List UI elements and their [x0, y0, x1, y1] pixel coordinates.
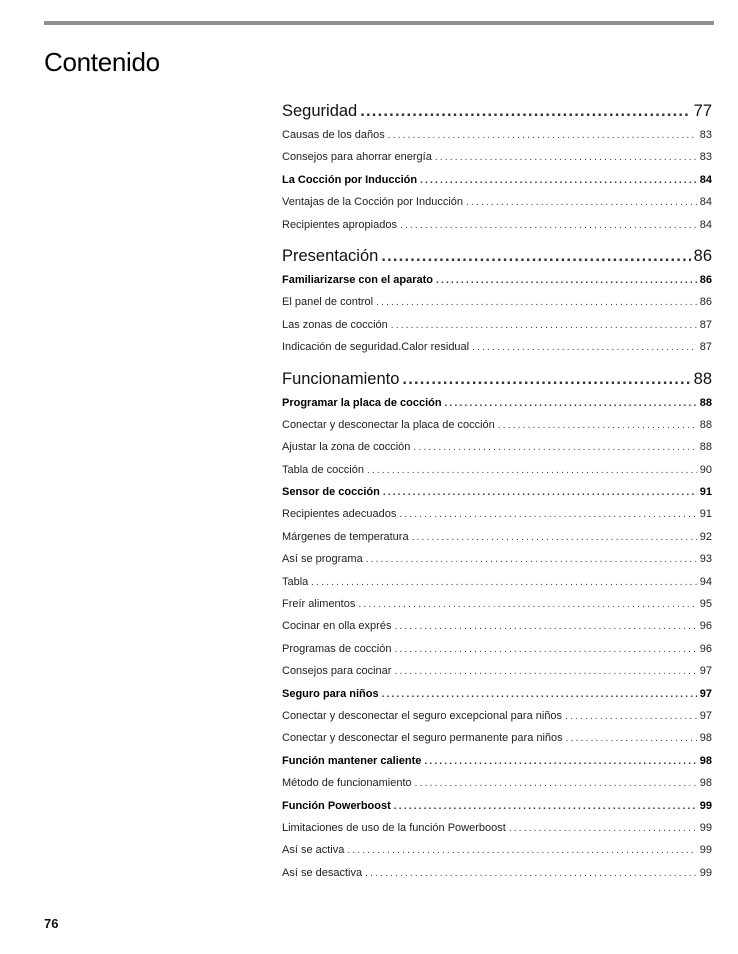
toc-heading-page: 88	[693, 369, 712, 388]
toc-entry-page: 94	[699, 575, 712, 588]
toc-entry-page: 93	[699, 553, 712, 566]
toc-entry-page: 98	[699, 732, 712, 745]
toc-heading[interactable]	[282, 366, 712, 392]
toc-entry-page: 88	[699, 418, 712, 431]
toc-entry-page: 90	[699, 463, 712, 476]
toc-entry-label: Consejos para ahorrar energía	[282, 151, 432, 164]
page-number: 76	[44, 916, 59, 931]
dot-leader	[509, 818, 697, 839]
toc-entry-page: 95	[699, 598, 712, 611]
toc-entry[interactable]	[282, 615, 712, 637]
dot-leader	[445, 393, 697, 414]
toc-entry-page: 98	[699, 754, 712, 767]
dot-leader	[381, 243, 690, 269]
toc-entry[interactable]	[282, 750, 712, 772]
toc-entry[interactable]	[282, 191, 712, 213]
top-rule	[44, 21, 714, 25]
dot-leader	[565, 706, 697, 727]
toc-entry-label: Función mantener caliente	[282, 754, 422, 767]
toc-entry[interactable]	[282, 336, 712, 358]
toc-entry-label: La Cocción por Inducción	[282, 173, 418, 186]
dot-leader	[424, 751, 696, 772]
toc-entry-label: Conectar y desconectar el seguro excepcional para niños	[282, 709, 563, 722]
dot-leader	[399, 504, 696, 525]
toc-entry-label: Cocinar en olla exprés	[282, 620, 392, 633]
dot-leader	[435, 147, 697, 168]
toc-entry[interactable]	[282, 269, 712, 291]
dot-leader	[472, 337, 697, 358]
toc-entry[interactable]	[282, 459, 712, 481]
toc-entry[interactable]	[282, 481, 712, 503]
toc-entry-page: 88	[699, 441, 712, 454]
toc-entry[interactable]	[282, 705, 712, 727]
toc-entry[interactable]	[282, 683, 712, 705]
toc-entry-label: Programas de cocción	[282, 642, 392, 655]
toc-entry-label: Indicación de seguridad.Calor residual	[282, 341, 470, 354]
toc-entry-label: Método de funcionamiento	[282, 777, 412, 790]
toc-heading-page: 77	[693, 102, 712, 120]
dot-leader	[347, 840, 696, 861]
dot-leader	[376, 292, 697, 313]
toc-entry[interactable]	[282, 291, 712, 313]
toc-entry-page: 99	[699, 844, 712, 857]
table-of-contents	[282, 98, 712, 884]
toc-entry-page: 97	[699, 709, 712, 722]
toc-section-presentacion	[282, 243, 712, 359]
toc-heading-page: 86	[693, 246, 712, 265]
toc-entry[interactable]	[282, 862, 712, 884]
dot-leader	[360, 98, 690, 124]
toc-entry-label: Consejos para cocinar	[282, 665, 392, 678]
toc-entry-label: Limitaciones de uso de la función Powerboost	[282, 821, 506, 834]
toc-entry-label: Seguro para niños	[282, 687, 379, 700]
toc-entry[interactable]	[282, 839, 712, 861]
dot-leader	[358, 594, 696, 615]
toc-entry-label: Ventajas de la Cocción por Inducción	[282, 196, 464, 209]
toc-entry-page: 83	[699, 129, 712, 141]
dot-leader	[383, 482, 697, 503]
toc-entry-page: 84	[699, 218, 712, 231]
toc-heading[interactable]	[282, 243, 712, 269]
toc-entry[interactable]	[282, 526, 712, 548]
toc-entry-page: 92	[699, 530, 712, 543]
dot-leader	[382, 684, 697, 705]
dot-leader	[420, 170, 697, 191]
toc-entry-label: Freír alimentos	[282, 598, 356, 611]
toc-entry-label: Así se desactiva	[282, 866, 363, 879]
toc-entry-page: 99	[699, 799, 712, 812]
toc-entry-page: 86	[699, 296, 712, 309]
dot-leader	[413, 437, 696, 458]
dot-leader	[367, 460, 697, 481]
dot-leader	[365, 863, 697, 884]
toc-section-funcionamiento	[282, 366, 712, 885]
toc-entry[interactable]	[282, 392, 712, 414]
dot-leader	[436, 270, 697, 291]
dot-leader	[391, 315, 697, 336]
dot-leader	[388, 125, 697, 146]
toc-entry-page: 96	[699, 620, 712, 633]
toc-entry-page: 97	[699, 665, 712, 678]
toc-heading[interactable]	[282, 98, 712, 124]
toc-entry-label: Conectar y desconectar el seguro permanente para niños	[282, 732, 563, 745]
toc-entry-page: 97	[699, 687, 712, 700]
page-title: Contenido	[44, 47, 160, 78]
dot-leader	[366, 549, 697, 570]
toc-heading-label: Funcionamiento	[282, 369, 400, 388]
toc-entry-page: 84	[699, 196, 712, 209]
toc-entry-page: 91	[699, 486, 712, 499]
toc-heading-label: Presentación	[282, 246, 379, 265]
toc-entry-label: Función Powerboost	[282, 799, 391, 812]
toc-entry-label: Programar la placa de cocción	[282, 396, 442, 409]
dot-leader	[311, 572, 696, 593]
toc-entry-label: Familiarizarse con el aparato	[282, 273, 434, 286]
dot-leader	[402, 366, 690, 392]
dot-leader	[412, 527, 697, 548]
toc-entry-label: Tabla de cocción	[282, 463, 364, 476]
toc-entry[interactable]	[282, 414, 712, 436]
toc-entry[interactable]	[282, 772, 712, 794]
toc-entry-label: Las zonas de cocción	[282, 318, 388, 331]
toc-section-seguridad	[282, 98, 712, 236]
toc-entry[interactable]	[282, 503, 712, 525]
dot-leader	[394, 616, 696, 637]
toc-entry-page: 87	[699, 318, 712, 331]
toc-entry[interactable]	[282, 727, 712, 749]
toc-entry[interactable]	[282, 214, 712, 236]
toc-entry[interactable]	[282, 571, 712, 593]
dot-leader	[394, 796, 697, 817]
toc-entry-label: Tabla	[282, 575, 309, 588]
toc-entry[interactable]	[282, 314, 712, 336]
toc-entry-page: 88	[699, 396, 712, 409]
toc-entry[interactable]	[282, 436, 712, 458]
dot-leader	[415, 773, 697, 794]
dot-leader	[466, 192, 697, 213]
toc-entry[interactable]	[282, 795, 712, 817]
toc-entry-page: 96	[699, 642, 712, 655]
toc-entry-label: Conectar y desconectar la placa de cocción	[282, 418, 495, 431]
toc-entry-page: 84	[699, 173, 712, 186]
toc-entry-label: Así se programa	[282, 553, 363, 566]
toc-entry-label: Causas de los daños	[282, 129, 385, 141]
toc-entry-label: Así se activa	[282, 844, 345, 857]
dot-leader	[400, 215, 697, 236]
toc-entry-page: 99	[699, 866, 712, 879]
toc-entry[interactable]	[282, 548, 712, 570]
toc-entry[interactable]	[282, 817, 712, 839]
toc-entry[interactable]	[282, 593, 712, 615]
dot-leader	[566, 728, 697, 749]
toc-entry-label: Recipientes apropiados	[282, 218, 397, 231]
toc-entry[interactable]	[282, 660, 712, 682]
toc-entry[interactable]	[282, 638, 712, 660]
toc-entry-page: 86	[699, 273, 712, 286]
toc-entry[interactable]	[282, 124, 712, 146]
dot-leader	[394, 661, 696, 682]
dot-leader	[498, 415, 697, 436]
toc-entry[interactable]	[282, 169, 712, 191]
toc-entry[interactable]	[282, 146, 712, 168]
toc-entry-page: 99	[699, 821, 712, 834]
toc-entry-label: Márgenes de temperatura	[282, 530, 409, 543]
toc-entry-label: Sensor de cocción	[282, 486, 380, 499]
toc-entry-page: 87	[699, 341, 712, 354]
toc-heading-label: Seguridad	[282, 102, 358, 120]
toc-entry-label: Recipientes adecuados	[282, 508, 397, 521]
dot-leader	[394, 639, 696, 660]
toc-entry-page: 91	[699, 508, 712, 521]
toc-entry-page: 83	[699, 151, 712, 164]
toc-entry-label: Ajustar la zona de cocción	[282, 441, 411, 454]
toc-entry-label: El panel de control	[282, 296, 374, 309]
toc-entry-page: 98	[699, 777, 712, 790]
